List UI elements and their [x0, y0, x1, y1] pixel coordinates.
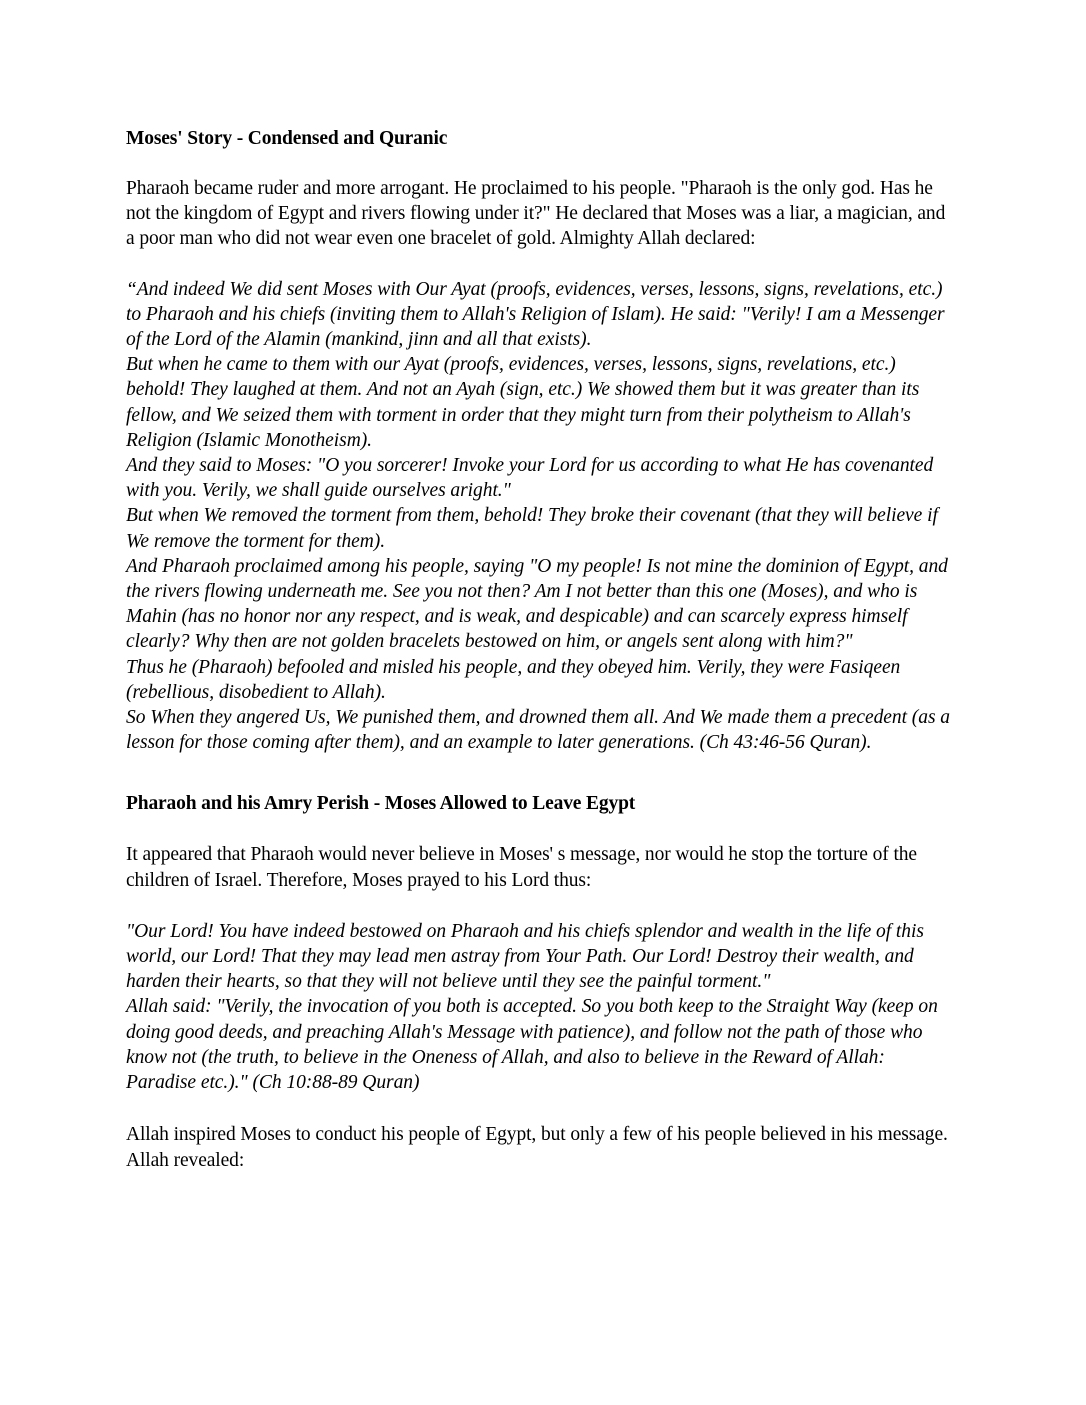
quote-line: So When they angered Us, We punished them, and drowned them all. And We made them a precedent (as a lesson for those coming after them), and an example to later generations. (Ch 43:46-56 Quran).	[126, 707, 951, 754]
spacer	[126, 893, 958, 919]
quote-line: And Pharaoh proclaimed among his people, saying "O my people! Is not mine the dominion of Egypt, and the rivers flowing underneath me. See you not then? Am I not better than this one (Moses), and who is Mahin (has no honor nor any respect, and is weak, and despicable) and can scarcely express himself clearly? Why then are not golden bracelets bestowed on him, or angels sent along with him?"	[126, 555, 948, 653]
section-heading-pharaoh-perish: Pharaoh and his Amry Perish - Moses Allowed to Leave Egypt	[126, 793, 636, 815]
spacer	[126, 252, 958, 277]
quote-line: "Our Lord! You have indeed bestowed on Pharaoh and his chiefs splendor and wealth in the life of this world, our Lord! That they may lead men astray from Your Path. Our Lord! Destroy their wealth, and harden their hearts, so that they will not believe until they see the painful torment."	[126, 920, 924, 993]
quote-line: But when We removed the torment from them, behold! They broke their covenant (that they will believe if We remove the torment for them).	[126, 505, 938, 552]
quote-line: Allah said: "Verily, the invocation of you both is accepted. So you both keep to the Straight Way (keep on doing good deeds, and preaching Allah's Message with patience), and follow not the path of those who know not (the truth, to believe in the Oneness of Allah, and also to believe in the Reward of Allah: Paradise etc.)." (Ch 10:88-89 Quran)	[126, 996, 938, 1094]
spacer	[126, 1095, 958, 1122]
quote-line: Thus he (Pharaoh) befooled and misled his people, and they obeyed him. Verily, they were Fasiqeen (rebellious, disobedient to Allah).	[126, 656, 901, 703]
spacer	[126, 816, 958, 842]
quote-line: And they said to Moses: "O you sorcerer! Invoke your Lord for us according to what He has covenanted with you. Verily, we shall guide ourselves aright."	[126, 455, 934, 502]
quote-line: But when he came to them with our Ayat (proofs, evidences, verses, lessons, signs, revelations, etc.) behold! They laughed at them. And not an Ayah (sign, etc.) We showed them but it was greater than its fellow, and We seized them with torment in order that they might turn from their polytheism to Allah's Religion (Islamic Monotheism).	[126, 354, 920, 451]
paragraph-allah-inspired-moses: Allah inspired Moses to conduct his people of Egypt, but only a few of his people believed in his message. Allah revealed:	[126, 1124, 948, 1171]
quran-quote-block-43	[126, 277, 958, 756]
quote-line: “And indeed We did sent Moses with Our Ayat (proofs, evidences, verses, lessons, signs, revelations, etc.) to Pharaoh and his chiefs (inviting them to Allah's Religion of Islam). He said: "Verily! I am a Messenger of the Lord of the Alamin (mankind, jinn and all that exists).	[126, 278, 945, 351]
document-content	[126, 126, 958, 1173]
section-heading-moses-story: Moses' Story - Condensed and Quranic	[126, 128, 448, 149]
paragraph-moses-prayed: It appeared that Pharaoh would never believe in Moses' s message, nor would he stop the torture of the children of Israel. Therefore, Moses prayed to his Lord thus:	[126, 844, 917, 891]
spacer	[126, 755, 958, 791]
spacer	[126, 151, 958, 176]
quran-quote-block-10	[126, 919, 958, 1095]
paragraph-pharaoh-arrogant: Pharaoh became ruder and more arrogant. He proclaimed to his people. "Pharaoh is the only god. Has he not the kingdom of Egypt and rivers flowing under it?" He declared that Moses was a liar, a magician, and a poor man who did not wear even one bracelet of gold. Almighty Allah declared:	[126, 178, 946, 250]
